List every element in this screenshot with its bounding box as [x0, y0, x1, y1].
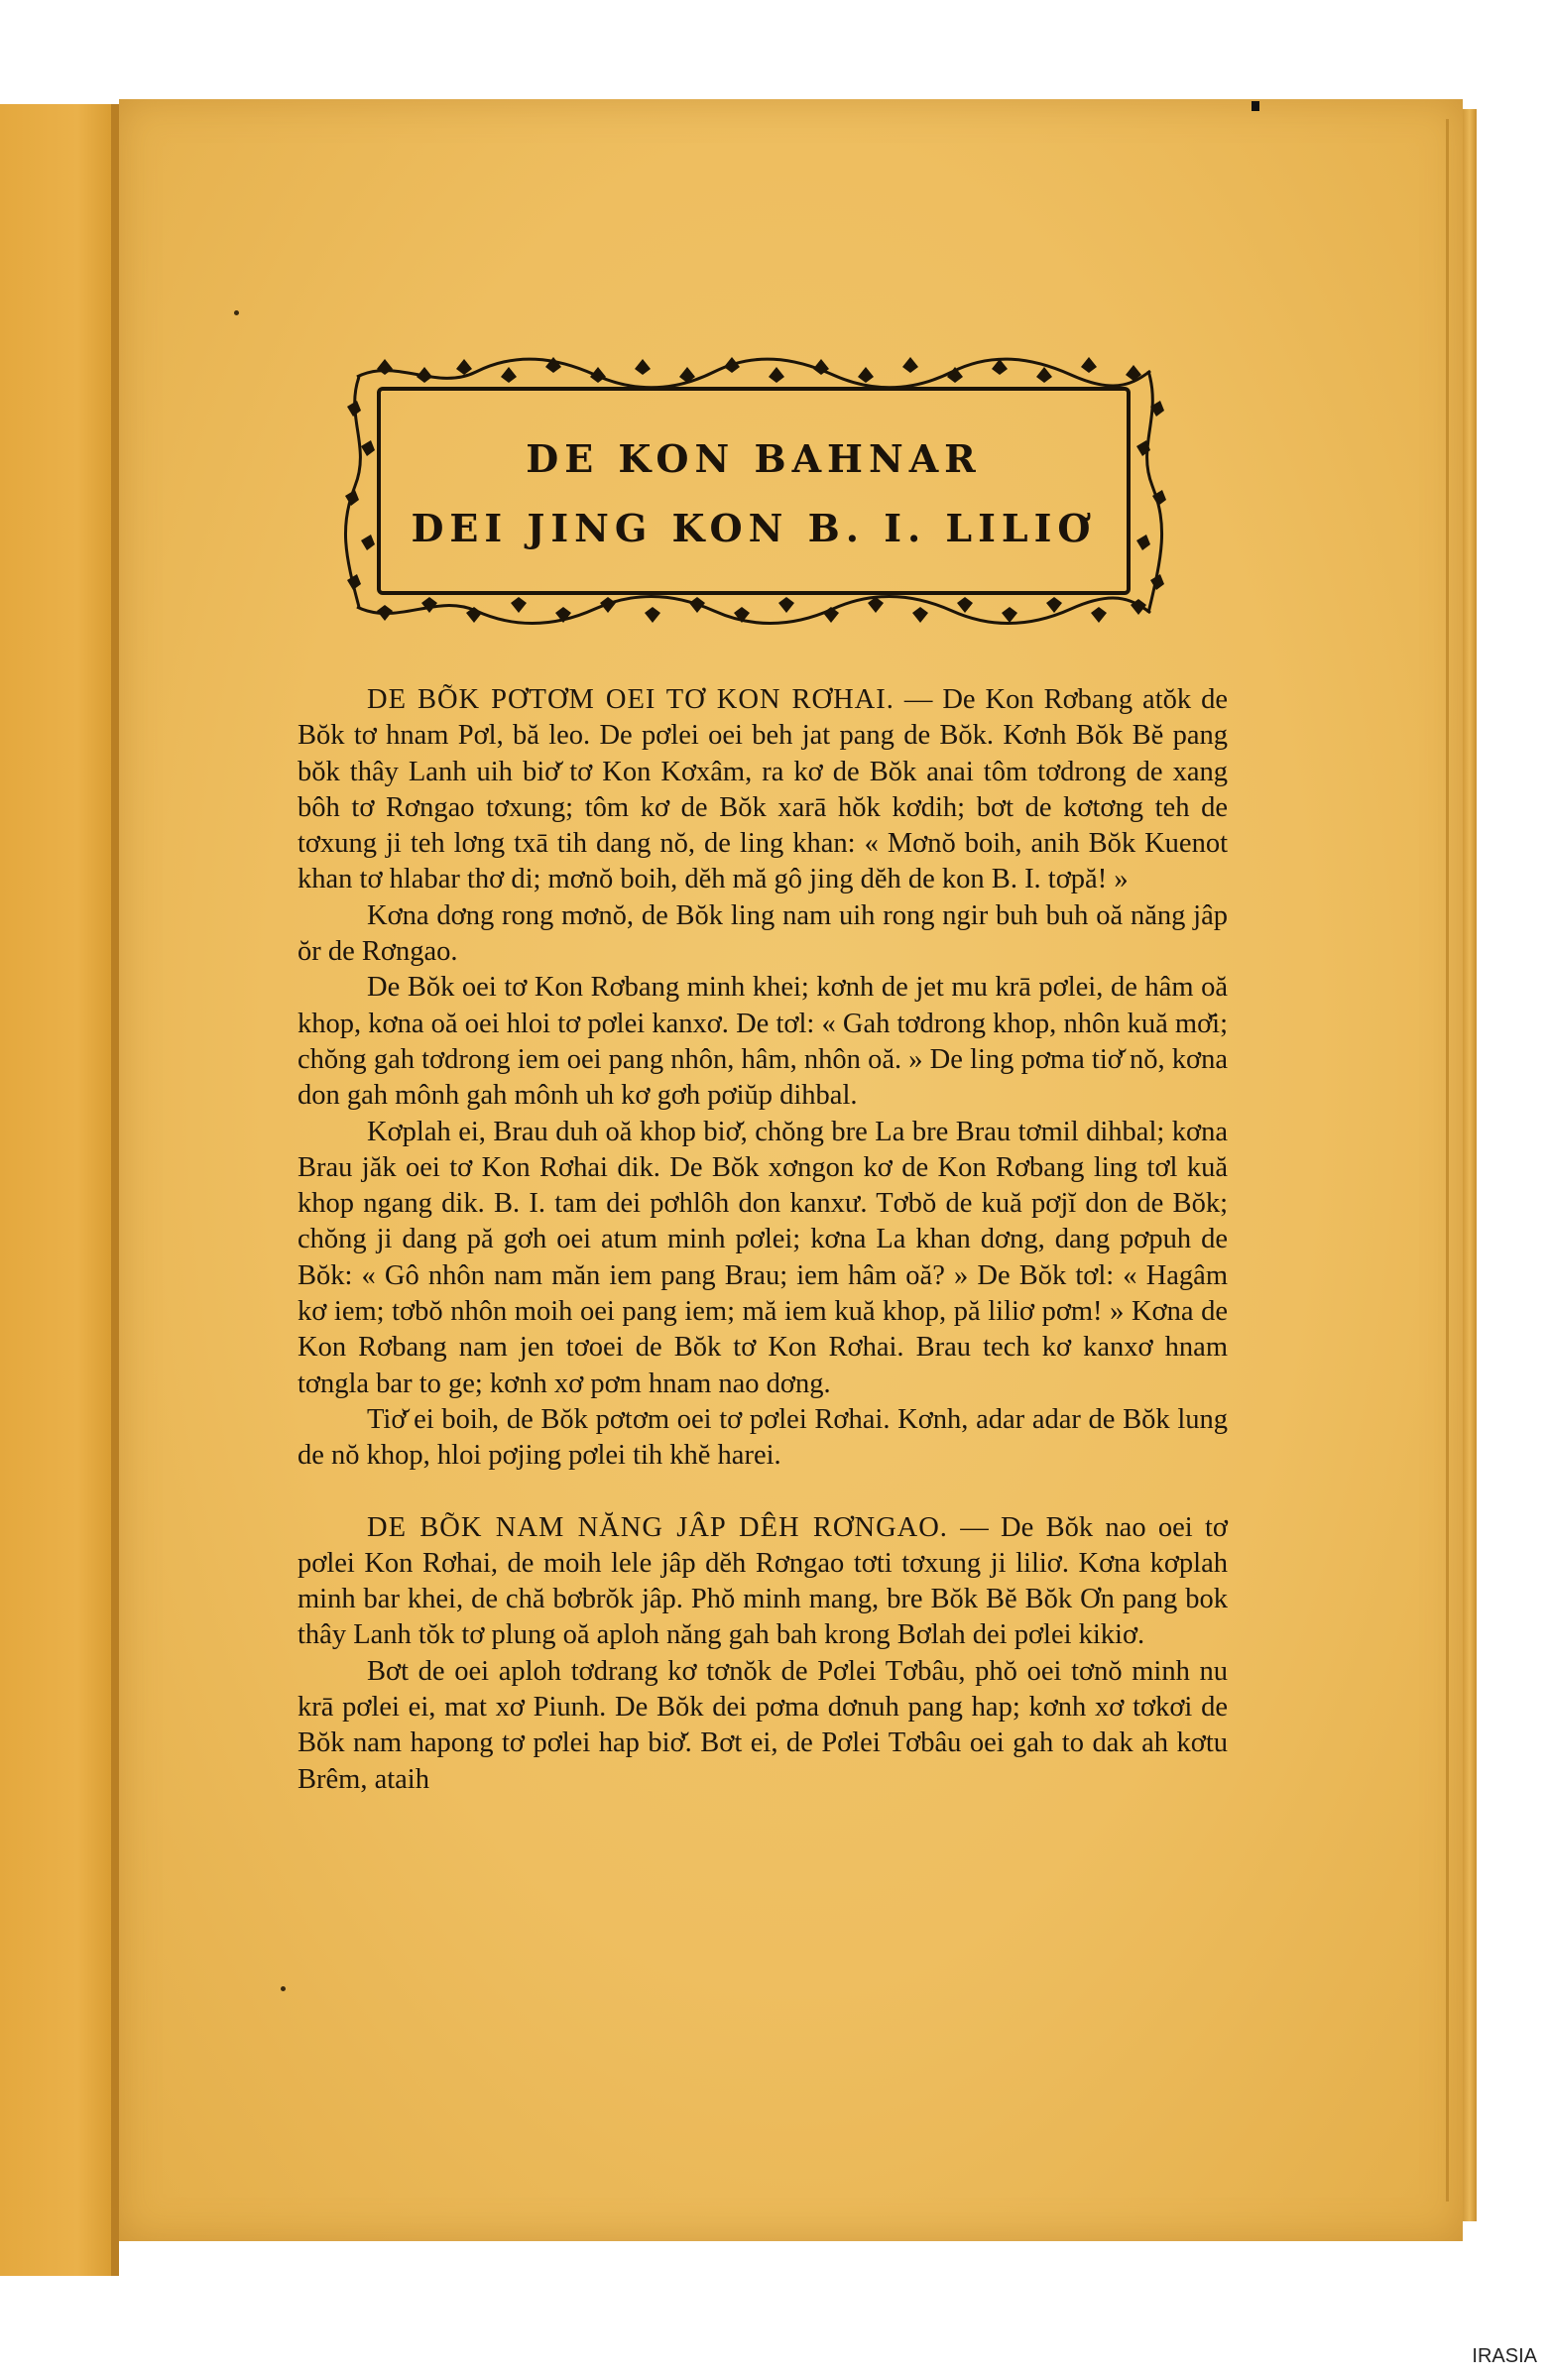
section-1-paragraph-5: Tiơ̆ ei boih, de Bŏk pơtơm oei tơ pơlei Rơhai. Kơnh, adar adar de Bŏk lung de nŏ khop, hloi pơjing pơlei tih khĕ harei.	[298, 1403, 1228, 1472]
watermark: IRASIA	[1472, 2345, 1537, 2367]
ink-speck	[281, 1986, 286, 1991]
section-2-paragraph-1	[298, 1510, 1228, 1654]
section-2-heading: DE BÕK NAM NĂNG JÂP DÊH RƠNGAO.	[367, 1511, 948, 1543]
page-edge	[1463, 109, 1477, 2221]
left-page-fragment	[0, 104, 114, 2276]
title-line-2: DEI JING KON B. I. LILIƠ	[411, 506, 1097, 550]
section-1-paragraph-4: Kơplah ei, Brau duh oă khop biơ̆, chŏng bre La bre Brau tơmil dihbal; kơna Brau jăk oei tơ Kon Rơhai dik. De Bŏk xơngon kơ de Kon Rơbang ling tơl kuă khop ngang dik. B. I. tam dei pơhlôh don kanxư. Tơbŏ de kuă pơjĭ don de Bŏk; chŏng ji dang pă gơh oei atum minh pơlei; kơna La khan dơng, dang pơpuh de Bŏk: « Gô nhôn nam măn iem pang Brau; iem hâm oă? » De Bŏk tơl: « Hagâm kơ iem; tơbŏ nhôn moih oei pang iem; mă iem kuă khop, pă liliơ pơm! » Kơna de Kon Rơbang nam jen tơoei de Bŏk tơ Kon Rơhai. Brau tech kơ kanxơ hnam tơngla bar to ge; kơnh xơ pơm hnam nao dơng.	[298, 1116, 1228, 1399]
section-2-paragraph-2: Bơt de oei aploh tơdrang kơ tơnŏk de Pơlei Tơbâu, phŏ oei tơnŏ minh nu krā pơlei ei, mat xơ Piunh. De Bŏk dei pơma dơnuh pang hap; kơnh xơ tơkơi de Bŏk nam hapong tơ pơlei hap biơ̆. Bơt ei, de Pơlei Tơbâu oei gah to dak ah kơtu Brêm, ataih	[298, 1655, 1228, 1795]
section-1-paragraph-1-text: — De Kon Rơbang atŏk de Bŏk tơ hnam Pơl, bă leo. De pơlei oei beh jat pang de Bŏk. Kơnh Bŏk Bĕ pang bŏk thây Lanh uih biơ̆ tơ Kon Kơxâm, ra kơ de Bŏk anai tôm tơdrong de xang bôh tơ Rơngao tơxung; tôm kơ de Bŏk xarā hŏk kơdih; bơt de kơtơng teh de tơxung ji teh lơng txā tih dang nŏ, de ling khan: « Mơnŏ boih, anih Bŏk Kuenot khan tơ hlabar thơ di; mơnŏ boih, dĕh mă gô jing dĕh de kon B. I. tơpă! »	[298, 684, 1229, 895]
section-1-paragraph-2: Kơna dơng rong mơnŏ, de Bŏk ling nam uih rong ngir buh buh oă năng jâp ŏr de Rơngao.	[298, 899, 1228, 968]
title-ornamental-frame	[337, 347, 1170, 635]
section-1-heading: DE BÕK PƠTƠM OEI TƠ KON RƠHAI.	[367, 684, 895, 715]
body-text	[298, 682, 1228, 1798]
title-box	[377, 387, 1131, 595]
section-1-paragraph-1	[298, 682, 1228, 898]
section-2-paragraph-1-text: — De Bŏk nao oei tơ pơlei Kon Rơhai, de moih lele jâp dĕh Rơngao tơti tơxung ji liliơ. Kơna kơplah minh bar khei, de chă bơbrŏk jâp. Phŏ minh mang, bre Bŏk Bĕ Bŏk Ơn pang bok thây Lanh tŏk tơ plung oă aploh năng gah bah krong Bơlah dei pơlei kikiơ.	[298, 1511, 1228, 1651]
ink-speck	[234, 310, 239, 315]
page-edge-shadow	[1446, 119, 1449, 2202]
ink-mark	[1252, 101, 1259, 111]
title-line-1: DE KON BAHNAR	[526, 436, 982, 481]
section-1-paragraph-3: De Bŏk oei tơ Kon Rơbang minh khei; kơnh de jet mu krā pơlei, de hâm oă khop, kơna oă oei hloi tơ pơlei kanxơ. De tơl: « Gah tơdrong khop, nhôn kuă mơ̆i; chŏng gah tơdrong iem oei pang nhôn, hâm, nhôn oă. » De ling pơma tiơ̆ nŏ, kơna don gah mônh gah mônh uh kơ gơh pơiŭp dihbal.	[298, 972, 1228, 1112]
book-gutter	[111, 104, 119, 2276]
